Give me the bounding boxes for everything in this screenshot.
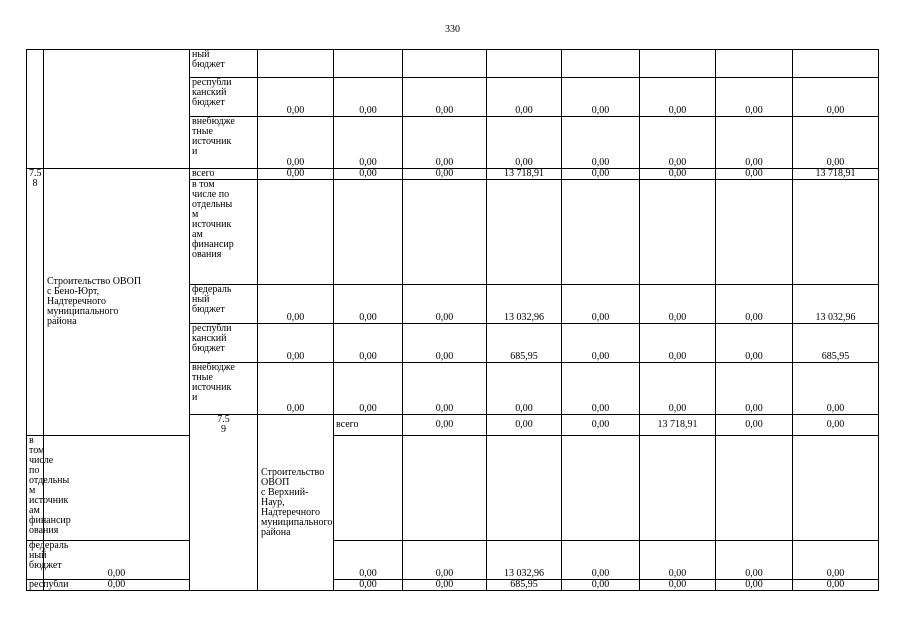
table-row: [27, 541, 879, 580]
value-cell: [487, 436, 562, 541]
value-cell: 0,00: [403, 285, 487, 324]
value-cell: 0,00: [334, 363, 403, 415]
item-name-cell: Строительство ОВОП с Бено-Юрт, Надтеречного муниципального района: [44, 169, 190, 436]
value-cell: [403, 180, 487, 285]
value-cell: [716, 436, 793, 541]
value-cell: 0,00: [44, 580, 190, 591]
value-cell: 0,00: [334, 169, 403, 180]
value-cell: [403, 436, 487, 541]
value-cell: 0,00: [716, 580, 793, 591]
value-cell: 0,00: [640, 363, 716, 415]
value-cell: 0,00: [793, 541, 879, 580]
value-cell: 0,00: [403, 541, 487, 580]
value-cell: [793, 50, 879, 78]
value-cell: 0,00: [562, 415, 640, 436]
value-cell: 0,00: [258, 363, 334, 415]
value-cell: 0,00: [334, 324, 403, 363]
value-cell: 13 718,91: [793, 169, 879, 180]
value-cell: 0,00: [258, 78, 334, 117]
value-cell: 0,00: [716, 169, 793, 180]
value-cell: [716, 50, 793, 78]
value-cell: 0,00: [716, 541, 793, 580]
table-row: [27, 50, 879, 78]
value-cell: [640, 50, 716, 78]
item-number-cell: 7.5 9: [190, 415, 258, 591]
item-name-cell: Строительство ОВОП с Верхний-Наур, Надтеречного муниципального района: [258, 415, 334, 591]
item-name-cell: [44, 50, 190, 169]
funding-source-cell: федераль ный бюджет: [190, 285, 258, 324]
value-cell: 0,00: [793, 580, 879, 591]
value-cell: 0,00: [562, 78, 640, 117]
budget-table: [26, 49, 879, 591]
value-cell: 0,00: [562, 541, 640, 580]
value-cell: 13 032,96: [793, 285, 879, 324]
value-cell: [487, 180, 562, 285]
value-cell: 0,00: [334, 117, 403, 169]
funding-source-cell: республи канский бюджет: [190, 324, 258, 363]
funding-source-cell: внебюдже тные источник и: [190, 117, 258, 169]
funding-source-cell: республи канский бюджет: [190, 78, 258, 117]
value-cell: 0,00: [640, 324, 716, 363]
value-cell: [562, 180, 640, 285]
value-cell: 0,00: [334, 541, 403, 580]
value-cell: 0,00: [403, 324, 487, 363]
value-cell: [334, 50, 403, 78]
funding-source-cell: всего: [190, 169, 258, 180]
value-cell: 0,00: [793, 117, 879, 169]
value-cell: 0,00: [562, 117, 640, 169]
value-cell: 0,00: [716, 324, 793, 363]
value-cell: [334, 180, 403, 285]
value-cell: 0,00: [258, 324, 334, 363]
value-cell: 0,00: [640, 580, 716, 591]
value-cell: 0,00: [487, 415, 562, 436]
value-cell: 0,00: [562, 580, 640, 591]
funding-source-cell: в том числе по отдельны м источник ам финансир ования: [190, 180, 258, 285]
value-cell: [793, 436, 879, 541]
value-cell: 0,00: [793, 415, 879, 436]
value-cell: 0,00: [403, 363, 487, 415]
value-cell: 13 718,91: [640, 415, 716, 436]
funding-source-cell: всего: [334, 415, 403, 436]
value-cell: 685,95: [487, 324, 562, 363]
value-cell: 13 032,96: [487, 541, 562, 580]
value-cell: [640, 436, 716, 541]
value-cell: 0,00: [334, 285, 403, 324]
value-cell: 0,00: [403, 117, 487, 169]
value-cell: 0,00: [716, 363, 793, 415]
value-cell: 13 718,91: [487, 169, 562, 180]
value-cell: [562, 436, 640, 541]
value-cell: 0,00: [403, 415, 487, 436]
value-cell: 0,00: [716, 78, 793, 117]
value-cell: 0,00: [334, 78, 403, 117]
value-cell: 0,00: [403, 78, 487, 117]
value-cell: 0,00: [716, 415, 793, 436]
value-cell: 0,00: [258, 285, 334, 324]
value-cell: 0,00: [793, 363, 879, 415]
value-cell: 0,00: [640, 169, 716, 180]
value-cell: 0,00: [258, 117, 334, 169]
value-cell: 0,00: [403, 580, 487, 591]
value-cell: [640, 180, 716, 285]
value-cell: 0,00: [640, 78, 716, 117]
value-cell: 0,00: [487, 78, 562, 117]
value-cell: 0,00: [562, 363, 640, 415]
value-cell: 685,95: [487, 580, 562, 591]
value-cell: [403, 50, 487, 78]
value-cell: 685,95: [793, 324, 879, 363]
value-cell: 0,00: [562, 324, 640, 363]
value-cell: 13 032,96: [487, 285, 562, 324]
value-cell: [562, 50, 640, 78]
value-cell: 0,00: [487, 117, 562, 169]
value-cell: [258, 50, 334, 78]
value-cell: 0,00: [640, 117, 716, 169]
value-cell: 0,00: [640, 541, 716, 580]
value-cell: 0,00: [716, 117, 793, 169]
value-cell: [258, 180, 334, 285]
value-cell: 0,00: [716, 285, 793, 324]
funding-source-cell: ный бюджет: [190, 50, 258, 78]
value-cell: 0,00: [640, 285, 716, 324]
value-cell: [716, 180, 793, 285]
table-row: [27, 436, 879, 541]
value-cell: [334, 436, 403, 541]
page-number: 330: [445, 24, 460, 35]
value-cell: [487, 50, 562, 78]
funding-source-cell: внебюдже тные источник и: [190, 363, 258, 415]
item-number-cell: 7.5 8: [27, 169, 44, 436]
value-cell: 0,00: [562, 169, 640, 180]
value-cell: 0,00: [562, 285, 640, 324]
table-row: [27, 169, 879, 180]
value-cell: 0,00: [258, 169, 334, 180]
value-cell: 0,00: [403, 169, 487, 180]
value-cell: 0,00: [334, 580, 403, 591]
value-cell: 0,00: [44, 541, 190, 580]
value-cell: [793, 180, 879, 285]
funding-source-cell: федераль ный бюджет: [27, 541, 44, 580]
value-cell: 0,00: [793, 78, 879, 117]
table-row: [27, 580, 879, 591]
value-cell: 0,00: [487, 363, 562, 415]
funding-source-cell: в том числе по отдельны м источник ам финансир ования: [27, 436, 44, 541]
funding-source-cell: республи: [27, 580, 44, 591]
item-number-cell: [27, 50, 44, 169]
